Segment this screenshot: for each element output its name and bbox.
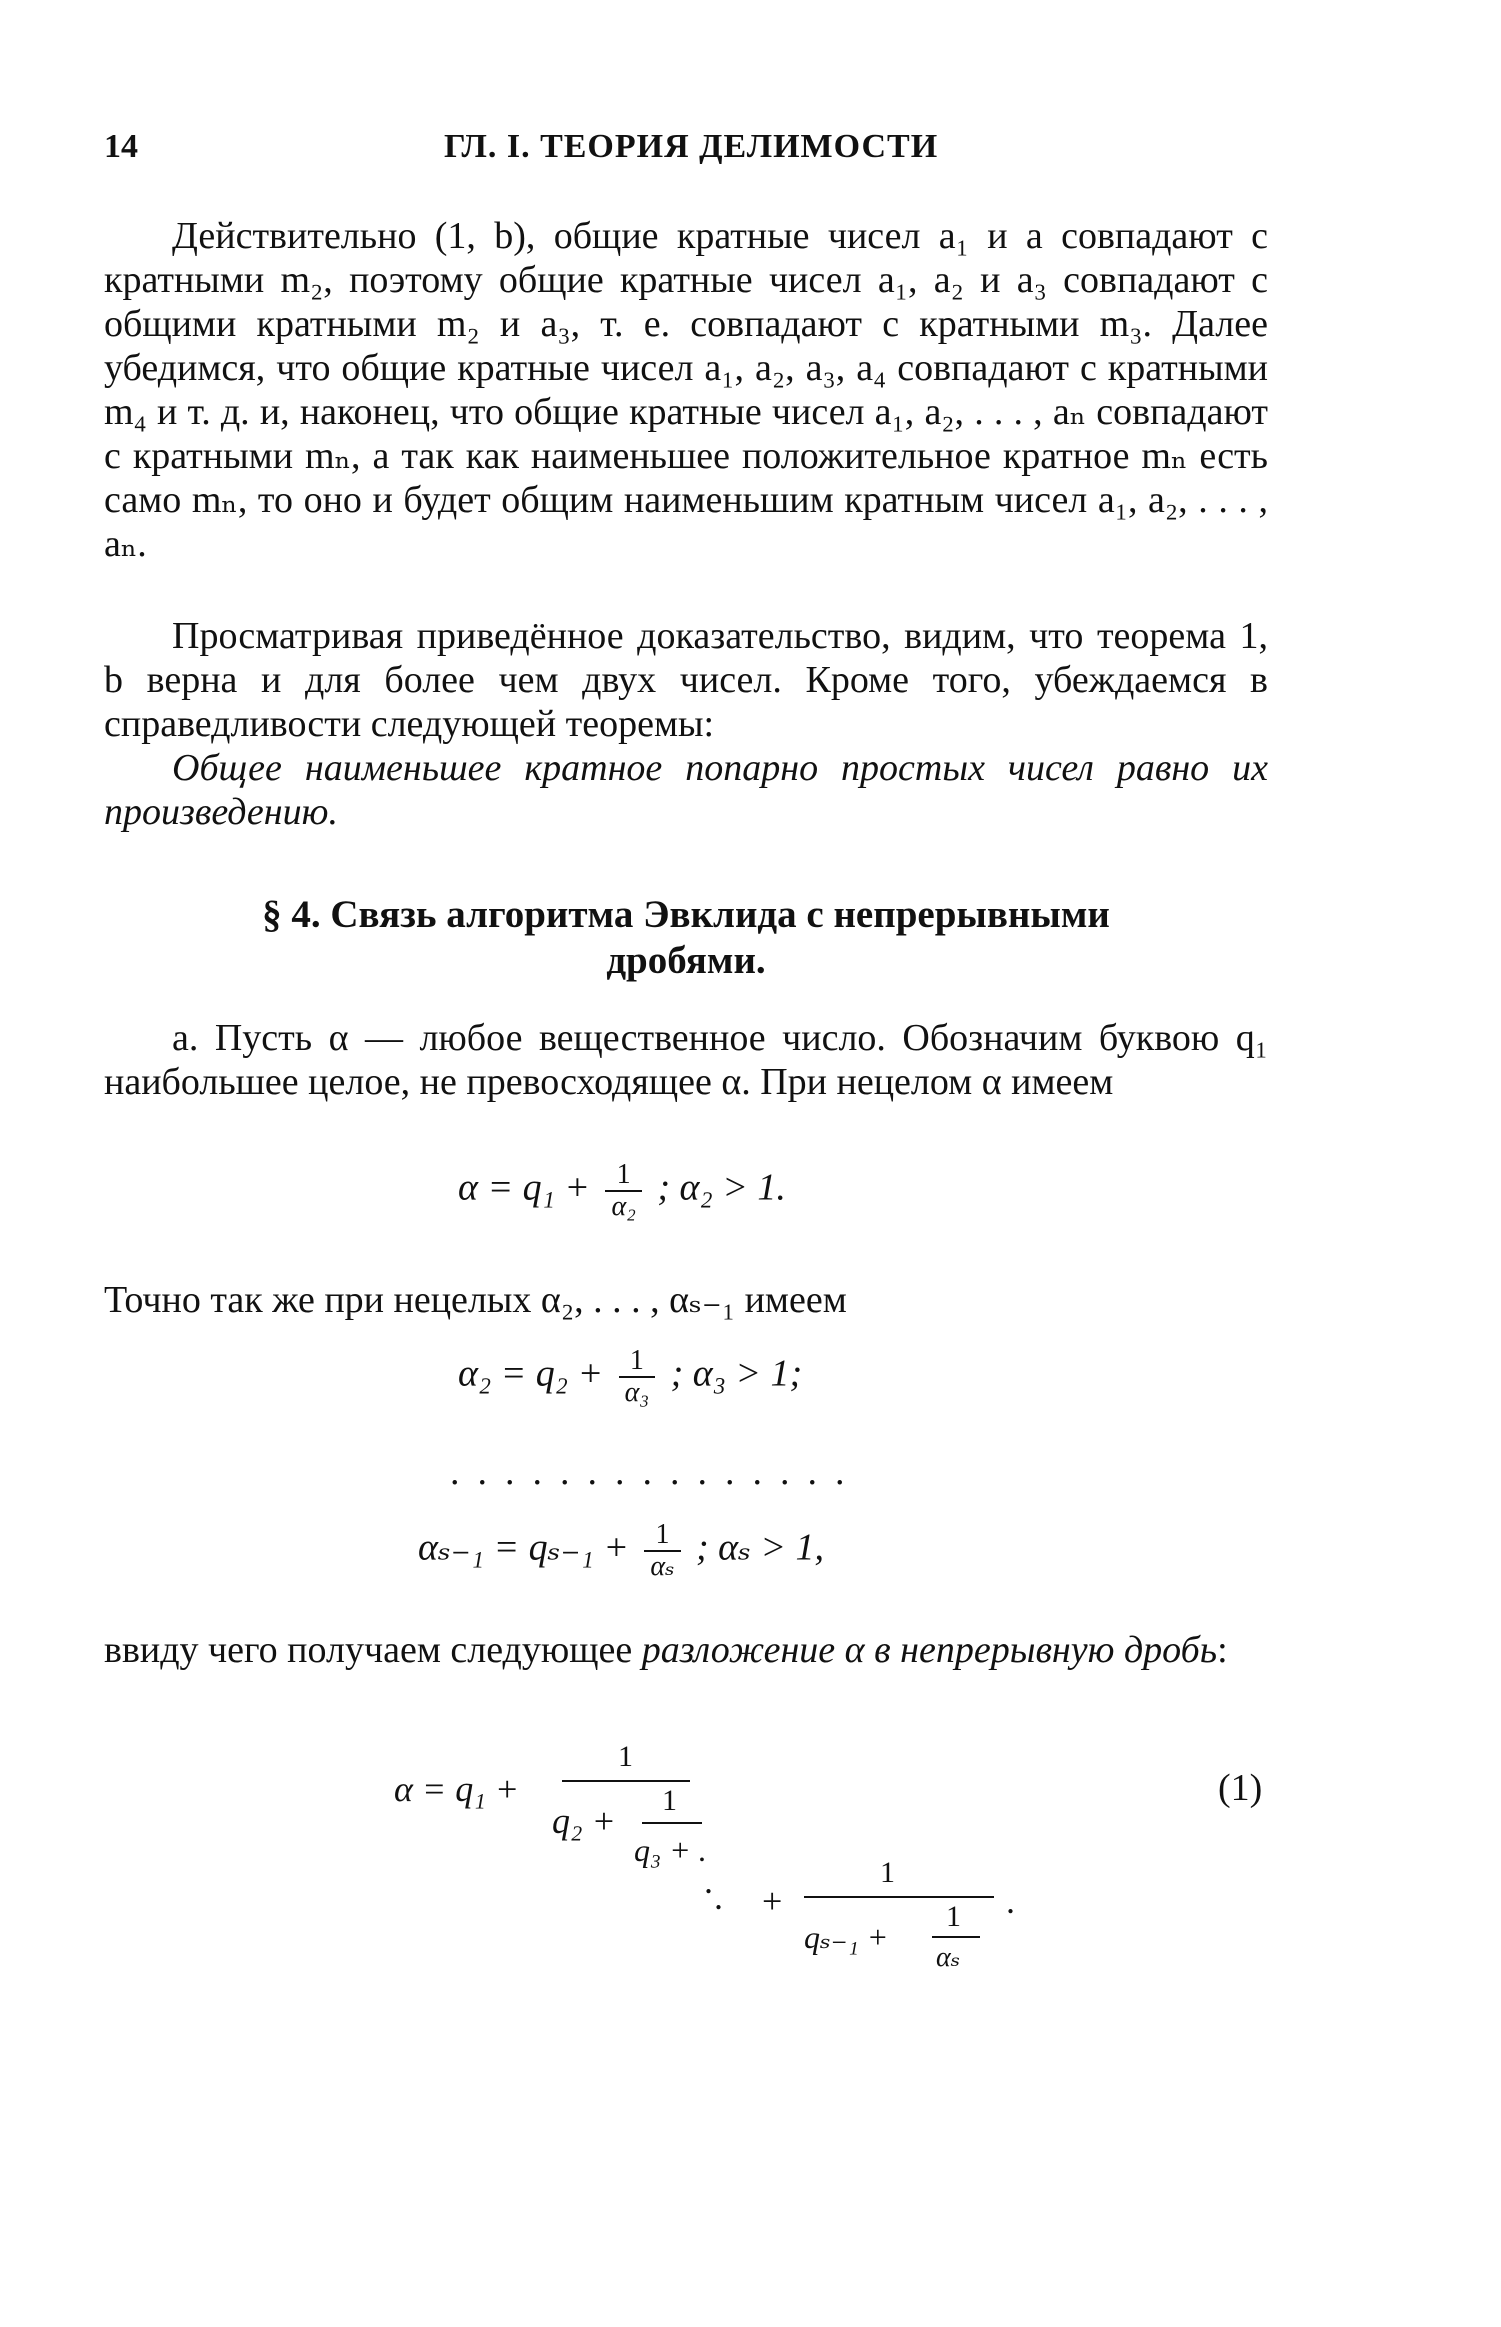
running-header — [104, 128, 1305, 168]
cf-numerator-1: 1 — [618, 1740, 633, 1773]
formula-alpha-2 — [458, 1346, 802, 1408]
paragraph-text — [104, 1628, 1268, 1672]
theorem-statement: Общее наименьшее кратное попарно простых чисел равно их произведению. — [104, 747, 1268, 833]
fraction — [605, 1160, 641, 1222]
paragraph-text: Точно так же при нецелых α₂, . . . , αₛ₋₁ имеем — [104, 1279, 847, 1321]
fraction-denominator: αₛ — [650, 1551, 675, 1582]
paragraph-expansion — [104, 1628, 1268, 1672]
formula-lhs: α₂ = q₂ + — [458, 1352, 604, 1395]
page-number: 14 — [104, 128, 138, 165]
cf-bar-2 — [642, 1822, 702, 1824]
cf-plus: + — [762, 1881, 783, 1921]
fraction — [619, 1346, 655, 1408]
formula-condition: ; α₃ > 1; — [670, 1352, 803, 1395]
fraction-denominator: α₃ — [624, 1377, 650, 1408]
paragraph-similarly — [104, 1278, 1268, 1322]
cf-bar-3 — [804, 1896, 994, 1898]
section-title: § 4. Связь алгоритма Эвклида с непрерывными дробями. — [262, 893, 1110, 982]
formula-condition: ; αₛ > 1, — [696, 1526, 825, 1569]
paragraph-definition — [104, 1016, 1268, 1104]
cf-q2: q₂ + — [552, 1801, 616, 1841]
paragraph-proof — [104, 214, 1268, 566]
text-run: ввиду чего получаем следующее — [104, 1629, 642, 1671]
cf-diagonal-dots: . — [714, 1877, 723, 1917]
paragraph-consequence — [104, 614, 1268, 834]
cf-alpha-s: αₛ — [936, 1942, 961, 1973]
cf-q3: q₃ + . — [634, 1832, 707, 1868]
fraction-numerator: 1 — [619, 1346, 655, 1378]
cf-diagonal-dots: . — [704, 1861, 713, 1901]
cf-qs-1: qₛ₋₁ + — [804, 1919, 889, 1955]
formula-alpha-s-1 — [418, 1520, 824, 1582]
equation-number: (1) — [1218, 1767, 1263, 1809]
cf-numerator-4: 1 — [946, 1900, 961, 1933]
formula-lhs: αₛ₋₁ = qₛ₋₁ + — [418, 1526, 629, 1569]
formula-lhs: α = q₁ + — [458, 1166, 590, 1209]
fraction-numerator: 1 — [644, 1520, 680, 1552]
fraction-numerator: 1 — [605, 1160, 641, 1192]
ellipsis-row: ............... — [450, 1451, 863, 1493]
cf-alpha: α = q₁ + — [394, 1769, 519, 1809]
cf-period: . — [1006, 1881, 1015, 1921]
fraction — [644, 1520, 680, 1582]
italic-term: разложение α в непрерывную дробь — [641, 1629, 1218, 1671]
paragraph-text: a. Пусть α — любое вещественное число. Обозначим буквою q₁ наибольшее целое, не превосходящее α. При нецелом α имеем — [104, 1017, 1268, 1103]
fraction-denominator: α₂ — [611, 1191, 636, 1222]
cf-numerator-3: 1 — [880, 1856, 895, 1889]
paragraph-text: Действительно (1, b), общие кратные чисел a₁ и a совпадают с кратными m₂, поэтому общие кратные чисел a₁, a₂ и a₃ совпадают с общими кратными m₂ и a₃, т. е. совпадают с кратными m₃. Далее убедимся, что общие кратные чисел a₁, a₂, a₃, a₄ совпадают с кратными m₄ и т. д. и, наконец, что общие кратные чисел a₁, a₂, . . . , aₙ совпадают с кратными mₙ, а так как наименьшее положительное кратное mₙ есть само mₙ, то оно и будет общим наименьшим кратным чисел a₁, a₂, . . . , aₙ. — [104, 215, 1268, 565]
cf-numerator-2: 1 — [662, 1784, 677, 1817]
section-heading — [104, 892, 1268, 984]
continued-fraction — [380, 1740, 1020, 1990]
paragraph-text: Просматривая приведённое доказательство, видим, что теорема 1, b верна и для более чем двух чисел. Кроме того, убеждаемся в справедливости следующей теоремы: — [104, 615, 1268, 745]
cf-bar-4 — [932, 1936, 980, 1938]
text-run: : — [1217, 1629, 1228, 1671]
chapter-title: ГЛ. I. ТЕОРИЯ ДЕЛИМОСТИ — [444, 128, 939, 165]
cf-bar-1 — [562, 1780, 690, 1782]
formula-condition: ; α₂ > 1. — [657, 1166, 786, 1209]
formula-alpha-1 — [458, 1160, 786, 1222]
